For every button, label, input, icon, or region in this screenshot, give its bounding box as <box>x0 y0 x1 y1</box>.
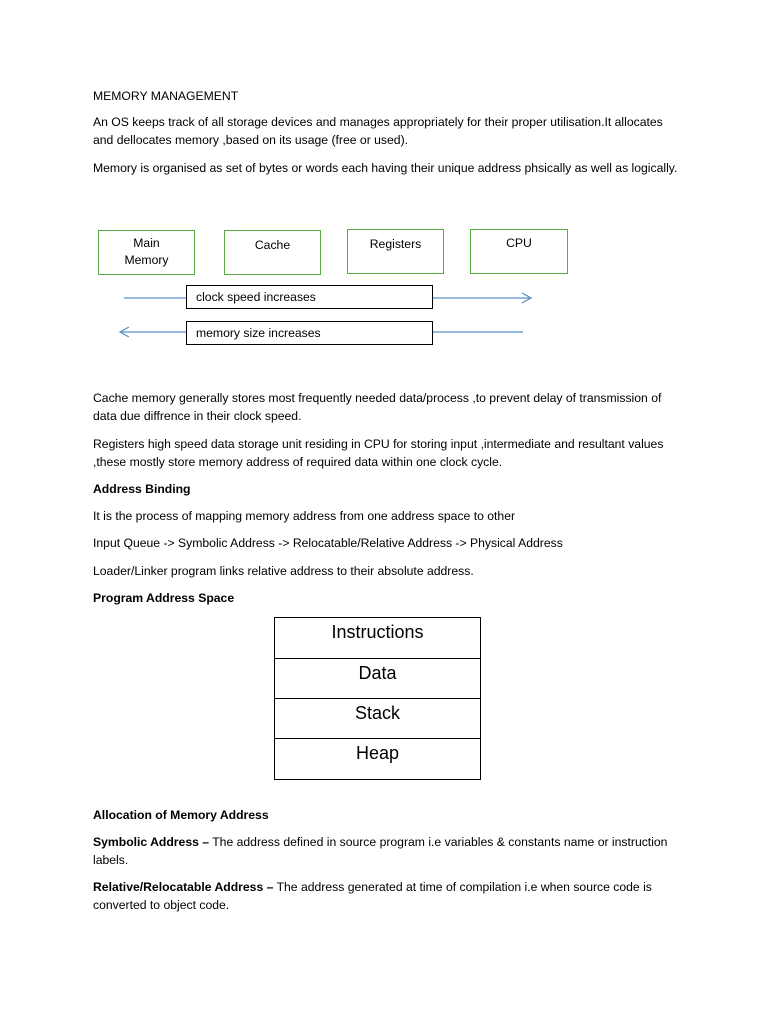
memory-organisation-paragraph: Memory is organised as set of bytes or words each having their unique address phsically as well as logically. <box>93 161 678 175</box>
address-binding-definition: It is the process of mapping memory address from one address space to other <box>93 509 516 523</box>
memory-size-label: memory size increases <box>196 326 321 340</box>
program-address-space-heading: Program Address Space <box>93 591 235 605</box>
program-address-space-table <box>274 617 481 780</box>
cache-label: Cache <box>254 238 291 252</box>
allocation-heading: Allocation of Memory Address <box>93 808 269 822</box>
intro-paragraph: An OS keeps track of all storage devices and manages appropriately for their proper utilisation.It allocates and dellocates memory ,based on its usage (free or used). <box>93 115 663 147</box>
relative-address-text: Relative/Relocatable Address – The address generated at time of compilation i.e when source code is converted to object code. <box>93 880 652 912</box>
address-chain: Input Queue -> Symbolic Address -> Relocatable/Relative Address -> Physical Address <box>93 536 563 550</box>
pas-row-instructions: Instructions <box>275 618 480 659</box>
clock-speed-label-box <box>186 285 433 309</box>
cpu-label: CPU <box>506 236 532 250</box>
symbolic-address-text: Symbolic Address – The address defined in source program i.e variables & constants name or instruction labels. <box>93 835 668 867</box>
loader-linker-text: Loader/Linker program links relative address to their absolute address. <box>93 564 474 578</box>
memory-size-label-box <box>186 321 433 345</box>
registers-paragraph: Registers high speed data storage unit residing in CPU for storing input ,intermediate and resultant values ,these mostly store memory address of required data within one clock cycle. <box>93 437 664 469</box>
pas-row-data: Data <box>275 659 480 699</box>
page-title: MEMORY MANAGEMENT <box>93 89 239 103</box>
cache-paragraph: Cache memory generally stores most frequently needed data/process ,to prevent delay of transmission of data due diffrence in their clock speed. <box>93 391 662 423</box>
symbolic-address-definition <box>93 833 683 869</box>
pas-row-heap: Heap <box>355 743 400 763</box>
relative-address-definition <box>93 878 683 914</box>
main-memory-label-line1: Main <box>133 236 160 250</box>
address-binding-heading: Address Binding <box>93 482 191 496</box>
main-memory-label-line2: Memory <box>124 253 169 267</box>
clock-speed-label: clock speed increases <box>196 290 316 304</box>
registers-label: Registers <box>369 237 422 251</box>
pas-row-stack: Stack <box>275 699 480 739</box>
